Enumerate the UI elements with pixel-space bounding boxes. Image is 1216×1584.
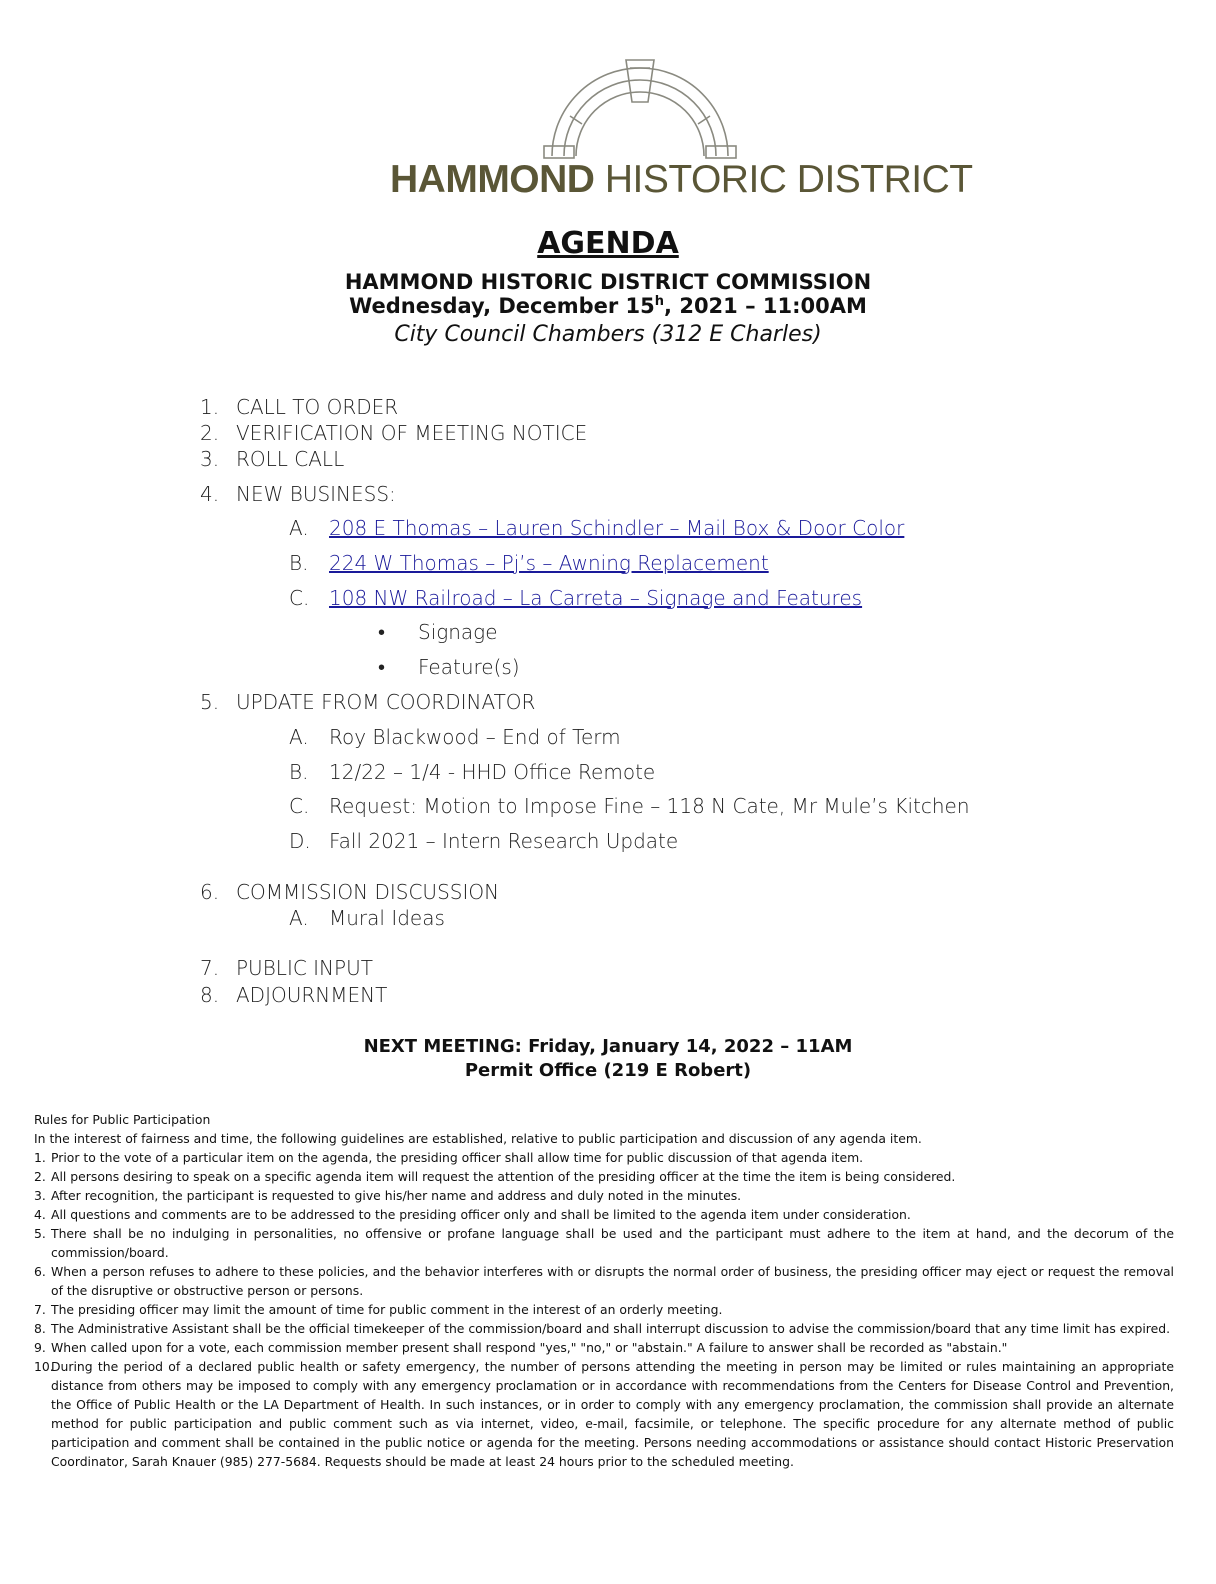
rule-item: 5. There shall be no indulging in personalities, no offensive or profane language shall be used and the participant must adhere to the item at hand, and the decorum of the commission/board. xyxy=(34,1226,1174,1260)
rules-heading: Rules for Public Participation xyxy=(34,1112,211,1127)
hammond-historic-district-logo xyxy=(390,50,973,201)
rule-item: 2. All persons desiring to speak on a specific agenda item will request the attention of the presiding officer at the time the item is being considered. xyxy=(34,1169,956,1184)
rule-item: 9. When called upon for a vote, each commission member present shall respond "yes," "no," or "abstain." A failure to answer shall be recorded as "abstain." xyxy=(34,1340,1008,1355)
arch-keystone-icon xyxy=(530,54,750,162)
page-title: AGENDA xyxy=(537,226,679,261)
meeting-date: Wednesday, December 15$^h$, 2021 – 11:00AM xyxy=(349,294,867,318)
rule-item: 10. During the period of a declared public health or safety emergency, the number of persons attending the meeting in person may be limited or rules maintaining an appropriate distance from others may be imposed to comply with any emergency proclamation or in accordance with recommendations from the Centers for Disease Control and Prevention, the Office of Public Health or the LA Department of Health. In such instances, or in order to comply with any emergency proclamation, the commission shall provide an alternate method for public participation and public comment such as via internet, video, e-mail, facsimile, or telephone. The specific procedure for any alternate method of public participation and comment shall be contained in the public notice or agenda for the meeting. Persons needing accommodations or assistance should contact Historic Preservation Coordinator, Sarah Knauer (985) 277-5684. Requests should be made at least 24 hours prior to the scheduled meeting. xyxy=(34,1359,1174,1469)
rule-item: 1. Prior to the vote of a particular item on the agenda, the presiding officer shall allow time for public discussion of that agenda item. xyxy=(34,1150,864,1165)
agenda-link-224-w-thomas[interactable]: 224 W Thomas – Pj’s – Awning Replacement xyxy=(329,551,769,575)
rule-item: 3. After recognition, the participant is requested to give his/her name and address and duly noted in the minutes. xyxy=(34,1188,742,1203)
rule-item: 8. The Administrative Assistant shall be the official timekeeper of the commission/board and shall interrupt discussion to advise the commission/board that any time limit has expired. xyxy=(34,1321,1171,1336)
agenda-link-208-e-thomas[interactable]: 208 E Thomas – Lauren Schindler – Mail Box & Door Color xyxy=(329,516,905,540)
agenda-link-108-nw-railroad[interactable]: 108 NW Railroad – La Carreta – Signage and Features xyxy=(329,586,863,610)
next-meeting-location: Permit Office (219 E Robert) xyxy=(464,1060,752,1081)
rule-item: 4. All questions and comments are to be addressed to the presiding officer only and shall be limited to the agenda item under consideration. xyxy=(34,1207,911,1222)
meeting-location: City Council Chambers (312 E Charles) xyxy=(394,322,822,347)
commission-name: HAMMOND HISTORIC DISTRICT COMMISSION xyxy=(344,270,872,294)
public-participation-rules xyxy=(34,1110,1174,1471)
logo-wordmark: HAMMOND HISTORIC DISTRICT xyxy=(390,158,973,201)
rules-list xyxy=(34,1148,1174,1471)
rule-item: 6. When a person refuses to adhere to these policies, and the behavior interferes with or disrupts the normal order of business, the presiding officer may eject or request the removal of the disruptive or obstructive person or persons. xyxy=(34,1264,1174,1298)
rules-intro: In the interest of fairness and time, the following guidelines are established, relative to public participation and discussion of any agenda item. xyxy=(34,1131,922,1146)
rule-item: 7. The presiding officer may limit the amount of time for public comment in the interest of an orderly meeting. xyxy=(34,1302,723,1317)
next-meeting-date: NEXT MEETING: Friday, January 14, 2022 – 11AM xyxy=(363,1036,853,1057)
